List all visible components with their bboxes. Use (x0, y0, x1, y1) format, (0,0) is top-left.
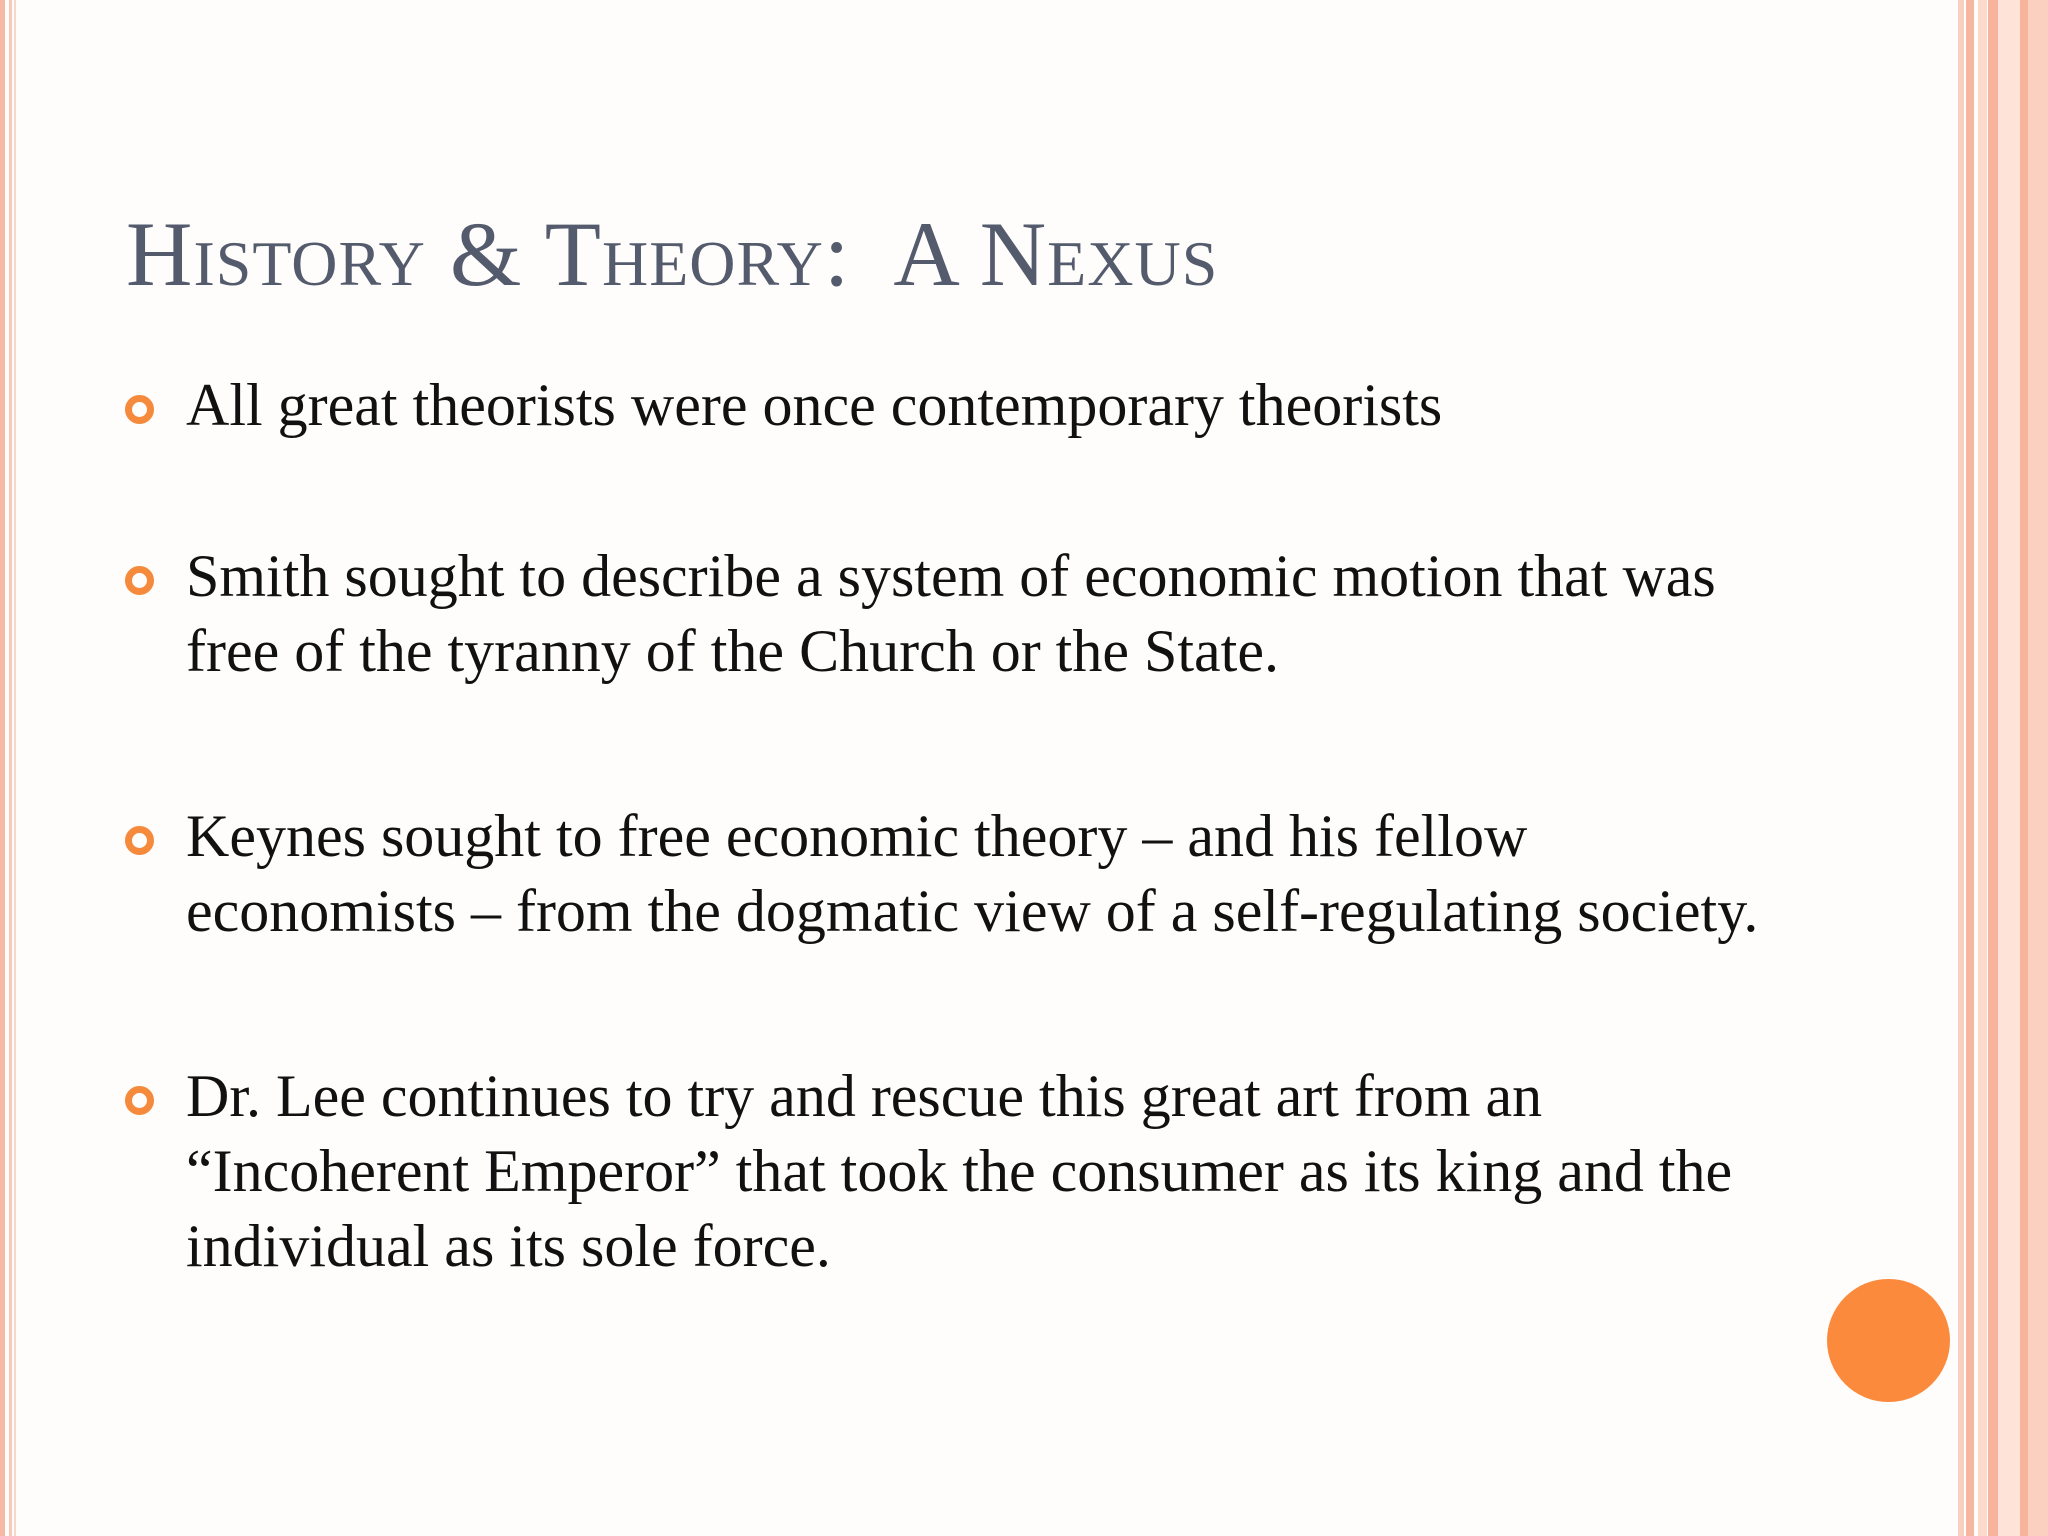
right-border-stripe (2028, 0, 2048, 1536)
right-border-stripe (1978, 0, 1987, 1536)
bullet-text: Dr. Lee continues to try and rescue this great art from an “Incoherent Emperor” that took the consumer as its king and the individual as its sole force. (186, 1063, 1733, 1279)
bullet-item (125, 799, 1775, 949)
bullet-text: All great theorists were once contemporary theorists (186, 372, 1443, 438)
bullet-list (125, 368, 1775, 1284)
right-border-stripe (1988, 0, 1998, 1536)
left-border-stripe (14, 0, 16, 1536)
left-border-stripe (0, 0, 5, 1536)
slide-title: History & Theory: A Nexus (126, 203, 1219, 305)
bullet-item (125, 1059, 1775, 1284)
ring-bullet-icon (125, 1086, 154, 1115)
bullet-item (125, 368, 1775, 443)
orange-circle-icon (1827, 1279, 1950, 1402)
left-border-stripe (9, 0, 12, 1536)
ring-bullet-icon (125, 566, 154, 595)
ring-bullet-icon (125, 826, 154, 855)
ring-bullet-icon (125, 395, 154, 424)
right-border-stripe (1966, 0, 1974, 1536)
right-border-stripe (1958, 0, 1964, 1536)
bullet-item (125, 539, 1775, 689)
bullet-text: Smith sought to describe a system of economic motion that was free of the tyranny of the Church or the State. (186, 543, 1716, 684)
right-border-stripe (2020, 0, 2028, 1536)
bullet-text: Keynes sought to free economic theory – and his fellow economists – from the dogmatic view of a self-regulating society. (186, 803, 1759, 944)
right-border-stripe (1998, 0, 2020, 1536)
